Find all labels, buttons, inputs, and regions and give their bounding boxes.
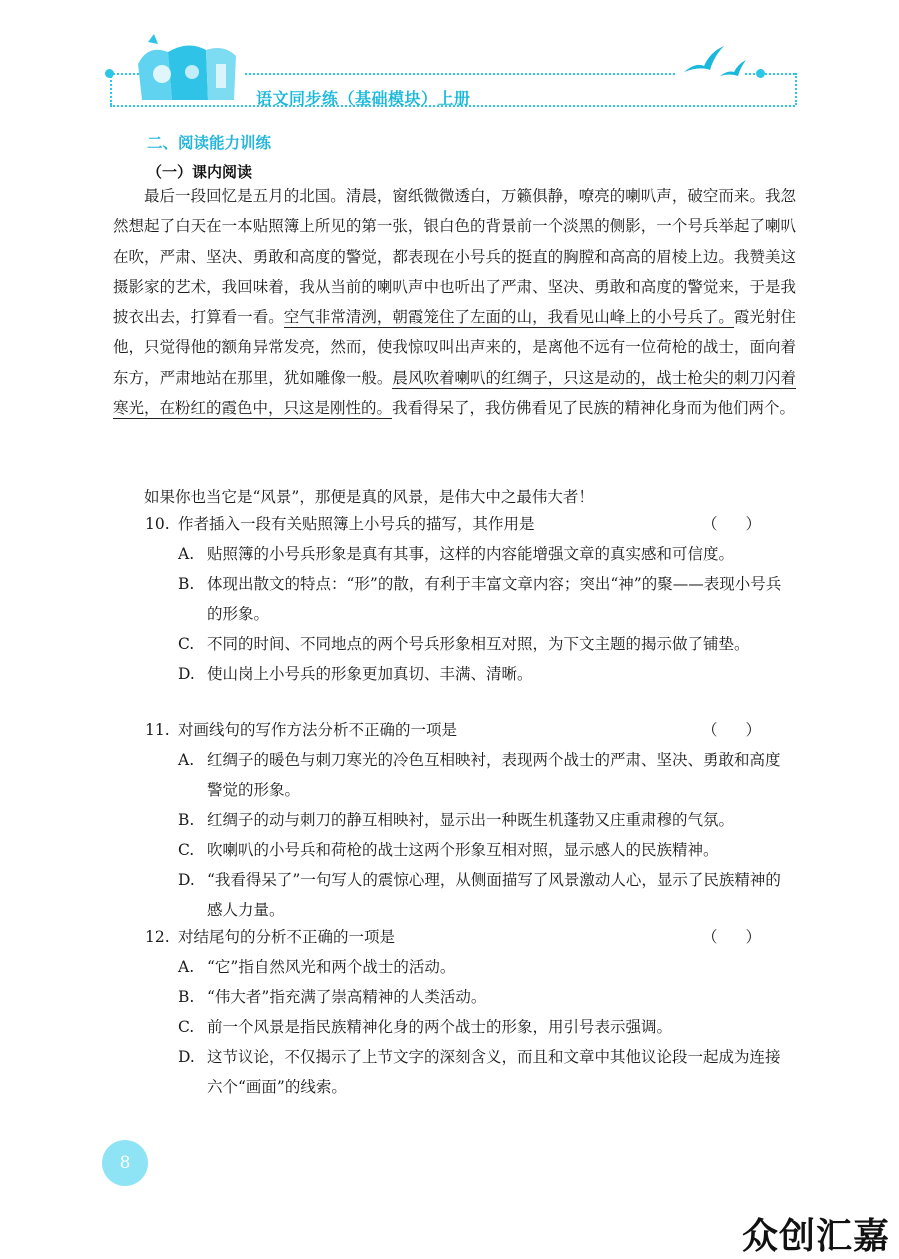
question-12: [145, 922, 795, 1102]
option-d: [178, 659, 795, 689]
flying-birds-icon: [680, 42, 760, 82]
option-label: C.: [178, 635, 195, 653]
question-text: 作者插入一段有关贴照簿上小号兵的描写，其作用是: [178, 515, 535, 533]
question-number: 10.: [145, 515, 170, 533]
option-c: [178, 1012, 795, 1042]
books-illustration-icon: [128, 34, 248, 106]
option-label: B.: [178, 988, 195, 1006]
option-text: 吹喇叭的小号兵和荷枪的战士这两个形象互相对照，显示感人的民族精神。: [207, 841, 719, 859]
question-stem: [145, 509, 795, 539]
question-number: 12.: [145, 928, 170, 946]
option-text: “我看得呆了”一句写人的震惊心理，从侧面描写了风景激动人心，显示了民族精神的感人力量。: [207, 871, 781, 919]
option-d: [178, 865, 795, 925]
option-text: 红绸子的暖色与刺刀寒光的冷色互相映衬，表现两个战士的严肃、坚决、勇敢和高度警觉的形象。: [207, 751, 781, 799]
option-a: [178, 745, 795, 805]
passage-paragraph: [113, 181, 796, 423]
passage-text: 最后一段回忆是五月的北国。清晨，窗纸微微透白，万籁俱静，嘹亮的喇叭声，破空而来。我忽然想起了白天在一本贴照簿上所见的第一张，银白色的背景前一个淡黑的侧影，一个号兵举起了喇叭在吹，严肃、坚决、勇敢和高度的警觉，都表现在小号兵的挺直的胸膛和高高的眉棱上边。我赞美这摄影家的艺术，我回味着，我从当前的喇叭声中也听出了严肃、坚决、勇敢和高度的警觉来，于是我披衣出去，打算看一看。: [113, 187, 796, 327]
answer-blank[interactable]: （）: [701, 928, 789, 946]
question-stem: [145, 922, 795, 952]
option-label: D.: [178, 665, 195, 683]
underlined-sentence: 空气非常清洌，朝霞笼住了左面的山，我看见山峰上的小号兵了。: [283, 308, 734, 327]
page-header: [0, 0, 899, 130]
option-label: D.: [178, 871, 195, 889]
option-b: [178, 569, 795, 629]
option-label: A.: [178, 958, 195, 976]
answer-blank[interactable]: （）: [701, 515, 789, 533]
page-number: 8: [102, 1140, 148, 1186]
header-dot-left: [105, 69, 114, 78]
option-text: “伟大者”指充满了崇高精神的人类活动。: [207, 988, 487, 1006]
option-label: C.: [178, 1018, 195, 1036]
book-title: 语文同步练（基础模块）上册: [256, 89, 471, 108]
option-label: C.: [178, 841, 195, 859]
section-title: 二、阅读能力训练: [147, 134, 272, 152]
option-a: [178, 952, 795, 982]
option-text: 前一个风景是指民族精神化身的两个战士的形象，用引号表示强调。: [207, 1018, 673, 1036]
sub-section-title: （一）课内阅读: [147, 163, 253, 181]
option-c: [178, 835, 795, 865]
option-c: [178, 629, 795, 659]
question-11: [145, 715, 795, 925]
header-dotted-line-right: [795, 73, 797, 105]
question-text: 对画线句的写作方法分析不正确的一项是: [178, 721, 458, 739]
option-text: 不同的时间、不同地点的两个号兵形象相互对照，为下文主题的揭示做了铺垫。: [207, 635, 750, 653]
passage-closing-paragraph: 如果你也当它是“风景”，那便是真的风景，是伟大中之最伟大者！: [144, 488, 594, 506]
answer-blank[interactable]: （）: [701, 721, 789, 739]
option-text: “它”指自然风光和两个战士的活动。: [207, 958, 456, 976]
option-label: B.: [178, 575, 195, 593]
option-b: [178, 982, 795, 1012]
passage-text: 我看得呆了，我仿佛看见了民族的精神化身而为他们两个。: [392, 399, 796, 418]
option-label: A.: [178, 545, 195, 563]
option-text: 使山岗上小号兵的形象更加真切、丰满、清晰。: [207, 665, 533, 683]
underlined-sentence: 晨风吹着喇叭的红绸子，只这是动的，战士枪尖的刺刀闪着寒光，在粉红的霞色中，只这是刚性的。: [113, 368, 796, 418]
option-d: [178, 1042, 795, 1102]
option-text: 红绸子的动与刺刀的静互相映衬，显示出一种既生机蓬勃又庄重肃穆的气氛。: [207, 811, 735, 829]
reading-passage: [113, 181, 796, 423]
option-text: 这节议论，不仅揭示了上节文字的深刻含义，而且和文章中其他议论段一起成为连接六个“画面”的线索。: [207, 1048, 781, 1096]
question-stem: [145, 715, 795, 745]
watermark-logo: 众创汇嘉: [742, 1216, 891, 1257]
option-label: D.: [178, 1048, 195, 1066]
header-dotted-line-top: [245, 73, 675, 75]
option-text: 体现出散文的特点：“形”的散，有利于丰富文章内容；突出“神”的聚——表现小号兵的形象。: [207, 575, 782, 623]
option-text: 贴照簿的小号兵形象是真有其事，这样的内容能增强文章的真实感和可信度。: [207, 545, 735, 563]
option-label: A.: [178, 751, 195, 769]
option-label: B.: [178, 811, 195, 829]
question-text: 对结尾句的分析不正确的一项是: [178, 928, 396, 946]
question-10: [145, 509, 795, 689]
passage-text: 霞光射住他，只觉得他的额角异常发亮，然而，使我惊叹叫出声来的，是离他不远有一位荷枪的战士，面向着东方，严肃地站在那里，犹如雕像一般。: [113, 308, 796, 387]
question-number: 11.: [145, 721, 170, 739]
option-a: [178, 539, 795, 569]
option-b: [178, 805, 795, 835]
